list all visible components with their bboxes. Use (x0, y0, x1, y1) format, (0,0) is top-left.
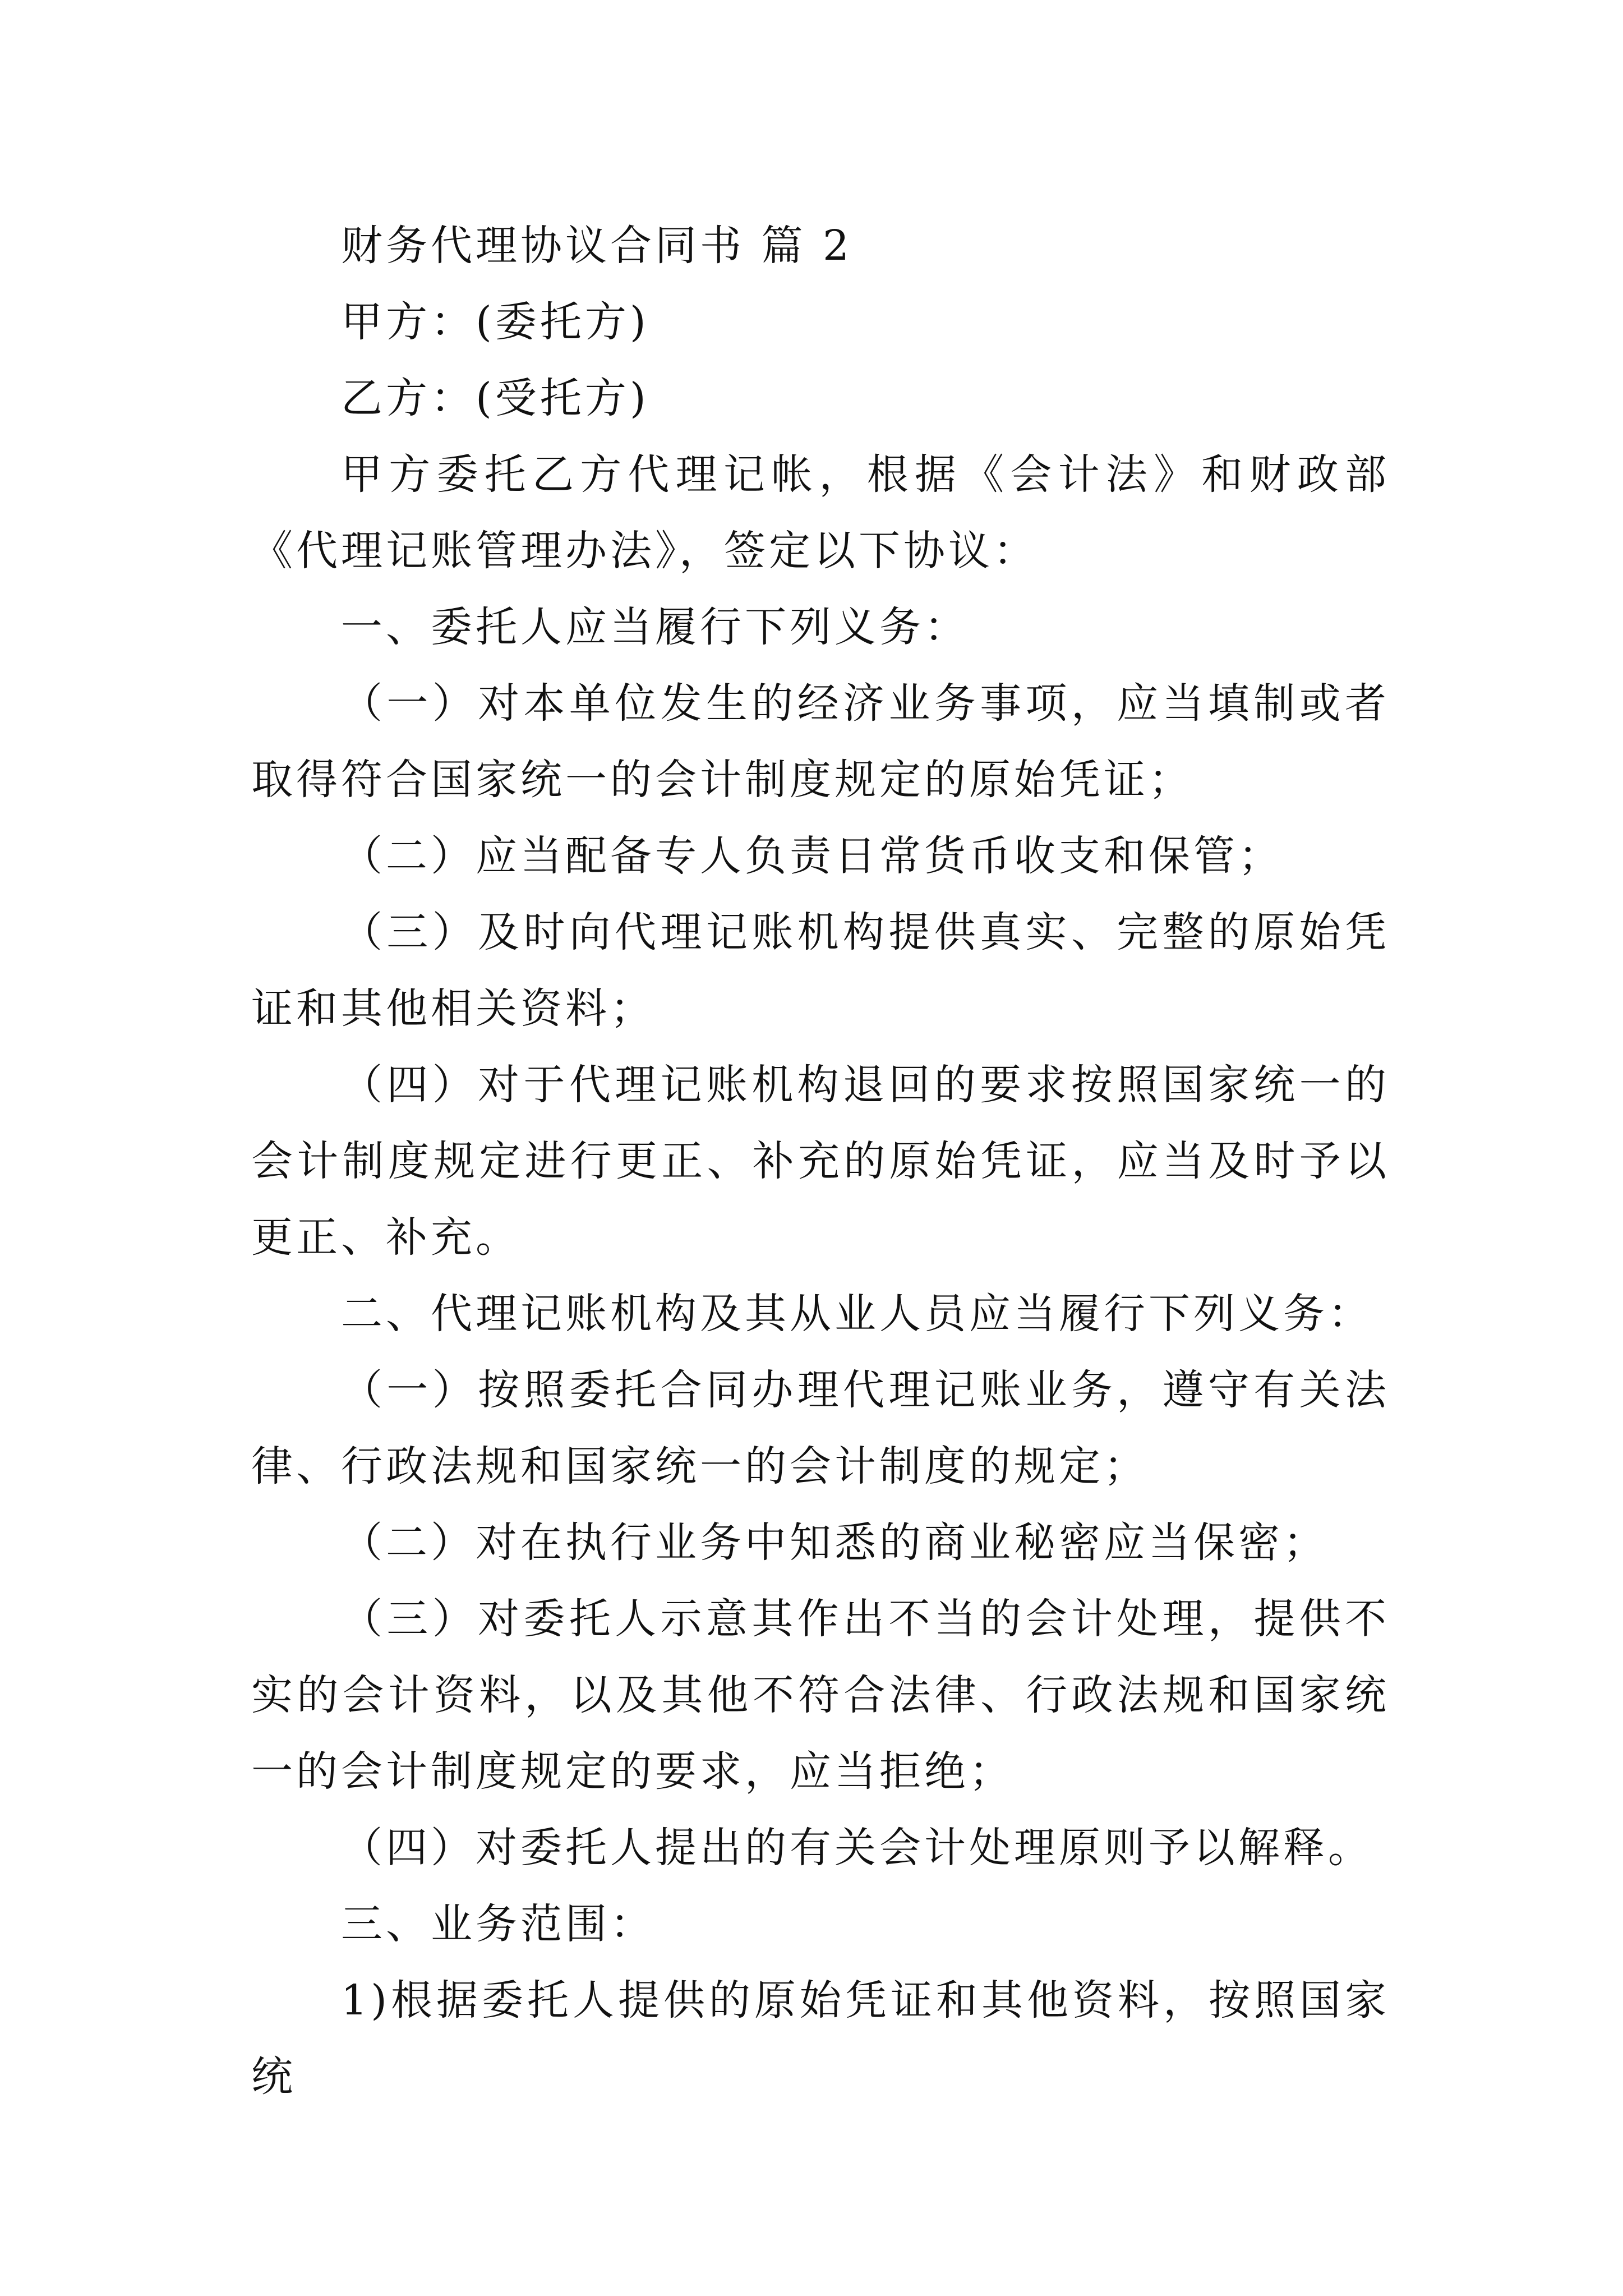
paragraph: （三）及时向代理记账机构提供真实、完整的原始凭证和其他相关资料； (251, 908, 1390, 1033)
paragraph: （四）对委托人提出的有关会计处理原则予以解释。 (341, 1824, 1373, 1872)
party-a-line: 甲方：(委托方) (341, 298, 649, 346)
paragraph: （三）对委托人示意其作出不当的会计处理，提供不实的会计资料，以及其他不符合法律、行政法规和国家统一的会计制度规定的要求，应当拒绝； (251, 1595, 1390, 1796)
section-heading: 二、代理记账机构及其从业人员应当履行下列义务： (341, 1290, 1373, 1338)
section-heading: 三、业务范围： (341, 1900, 655, 1948)
paragraph: （二）对在执行业务中知悉的商业秘密应当保密； (341, 1519, 1328, 1567)
paragraph: （二）应当配备专人负责日常货币收支和保管； (341, 832, 1283, 880)
paragraph: （四）对于代理记账机构退回的要求按照国家统一的会计制度规定进行更正、补充的原始凭证，应当及时予以更正、补充。 (251, 1061, 1390, 1262)
document-body (251, 208, 1390, 2115)
paragraph: 1)根据委托人提供的原始凭证和其他资料，按照国家统 (251, 1976, 1390, 2101)
paragraph: （一）对本单位发生的经济业务事项，应当填制或者取得符合国家统一的会计制度规定的原始凭证； (251, 679, 1390, 804)
paragraph: （一）按照委托合同办理代理记账业务，遵守有关法律、行政法规和国家统一的会计制度的规定； (251, 1366, 1390, 1490)
section-heading: 一、委托人应当履行下列义务： (341, 603, 969, 651)
paragraph: 甲方委托乙方代理记帐，根据《会计法》和财政部《代理记账管理办法》，签定以下协议： (251, 450, 1390, 575)
document-title: 财务代理协议合同书 篇 2 (341, 222, 853, 270)
party-b-line: 乙方：(受托方) (341, 374, 649, 422)
